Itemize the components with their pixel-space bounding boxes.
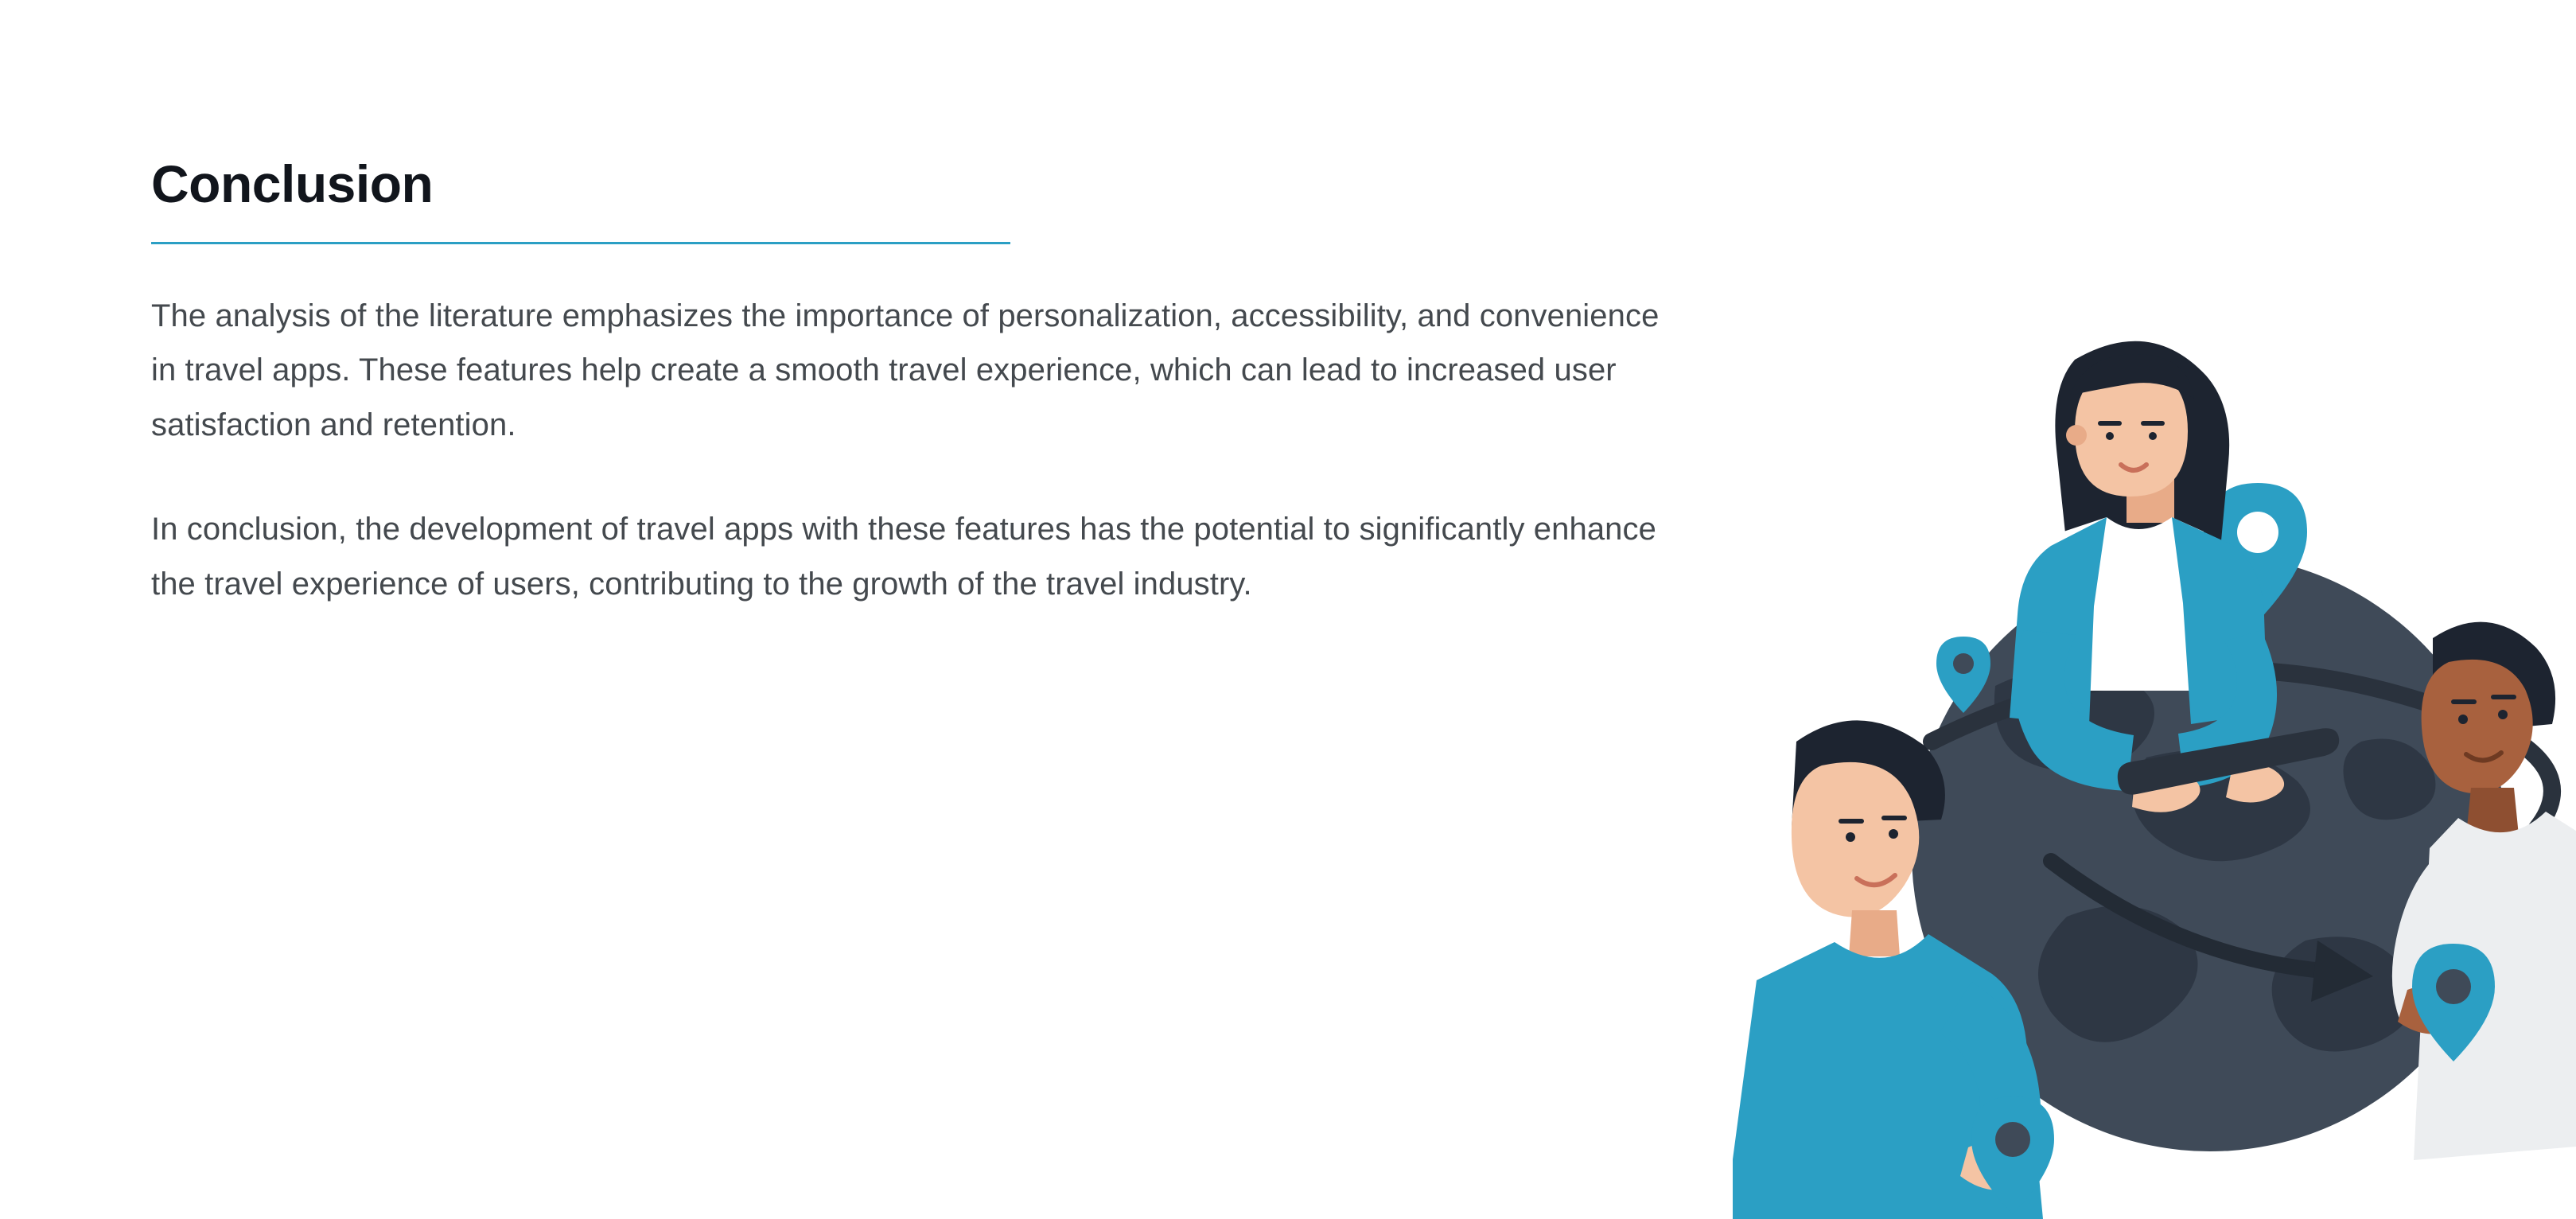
illustration-people-with-globe: [1733, 312, 2576, 1219]
man-front-left-figure: [1733, 720, 2043, 1219]
body-paragraph-2: In conclusion, the development of travel apps with these features has the potential to significantly enhance the travel experience of users, contributing to the growth of the travel industry.: [151, 511, 1656, 602]
page-title: Conclusion: [151, 154, 434, 213]
map-pin-small-icon: [1936, 637, 1990, 713]
map-pin-large-icon: [2208, 483, 2307, 621]
globe-icon: [1912, 555, 2552, 1151]
map-pin-held-right-icon: [2412, 944, 2495, 1061]
curved-arrow-icon: [2051, 861, 2373, 1002]
title-underline-rule: [151, 242, 1010, 244]
man-right-figure: [2392, 622, 2576, 1160]
map-pin-held-left-icon: [1971, 1096, 2054, 1214]
body-paragraph-1: The analysis of the literature emphasizes the importance of personalization, accessibility, and convenience in travel apps. These features help create a smooth travel experience, which can lead to increased user satisfaction and retention.: [151, 298, 1660, 443]
text-column: [151, 155, 1695, 612]
woman-with-tablet-figure: [2010, 341, 2339, 812]
